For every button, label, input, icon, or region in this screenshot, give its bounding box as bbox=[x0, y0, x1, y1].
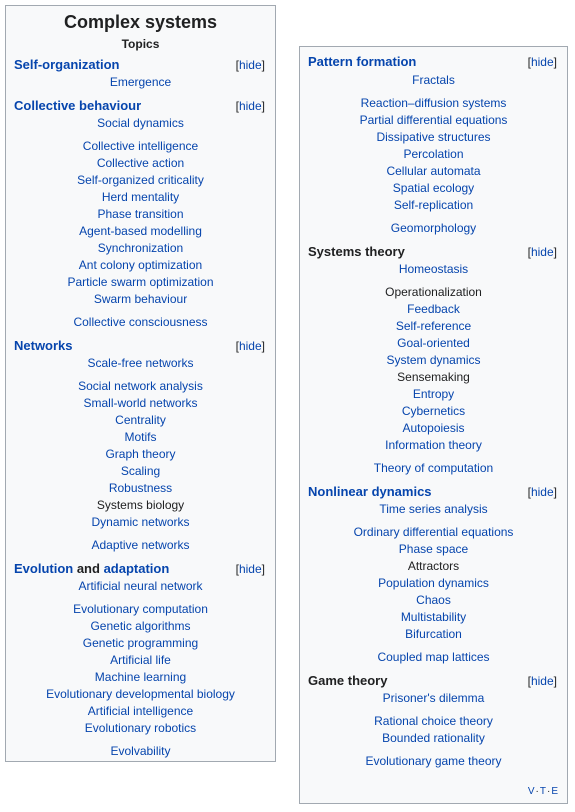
edit-template-link[interactable]: E bbox=[551, 786, 559, 797]
list-item[interactable]: Information theory bbox=[385, 438, 482, 452]
list-item[interactable]: Entropy bbox=[412, 387, 455, 401]
hide-toggle-pattern-formation[interactable]: [hide] bbox=[527, 55, 557, 69]
list-item[interactable]: Feedback bbox=[407, 302, 460, 316]
list-item[interactable]: Agent-based modelling bbox=[79, 224, 202, 238]
list-item[interactable]: Scale-free networks bbox=[87, 356, 194, 370]
list-item[interactable]: Dynamic networks bbox=[91, 515, 190, 529]
list-item[interactable]: Homeostasis bbox=[398, 262, 469, 276]
hide-toggle-evolution[interactable]: [hide] bbox=[235, 562, 265, 576]
section-heading-nonlinear-dynamics[interactable]: Nonlinear dynamics bbox=[308, 484, 432, 499]
list-item[interactable]: Self-organized criticality bbox=[77, 173, 204, 187]
hide-toggle-networks[interactable]: [hide] bbox=[235, 339, 265, 353]
section-heading-evolution-and-adaptation[interactable]: Evolution and adaptation bbox=[14, 561, 170, 576]
list-item[interactable]: Centrality bbox=[115, 413, 166, 427]
list-item[interactable]: Operationalization bbox=[385, 285, 482, 299]
list-item[interactable]: Synchronization bbox=[97, 241, 184, 255]
list-item[interactable]: Herd mentality bbox=[101, 190, 180, 204]
list-item[interactable]: Evolutionary computation bbox=[73, 602, 208, 616]
section-heading-self-organization[interactable]: Self-organization bbox=[14, 57, 120, 72]
list-item[interactable]: Time series analysis bbox=[379, 502, 488, 516]
section-heading-game-theory[interactable]: Game theory bbox=[308, 673, 388, 688]
list-item[interactable]: Cellular automata bbox=[386, 164, 481, 178]
list-item[interactable]: Graph theory bbox=[105, 447, 176, 461]
section-heading-systems-theory[interactable]: Systems theory bbox=[308, 244, 405, 259]
list-item[interactable]: Social network analysis bbox=[78, 379, 203, 393]
list-item[interactable]: Artificial neural network bbox=[78, 579, 203, 593]
section-heading-networks[interactable]: Networks bbox=[14, 338, 73, 353]
navbox-left-column bbox=[5, 5, 276, 762]
list-item[interactable]: Population dynamics bbox=[378, 576, 489, 590]
list-item[interactable]: Machine learning bbox=[94, 670, 187, 684]
list-item[interactable]: Dissipative structures bbox=[376, 130, 491, 144]
list-item[interactable]: Genetic programming bbox=[82, 636, 199, 650]
hide-toggle-game-theory[interactable]: [hide] bbox=[527, 674, 557, 688]
hide-toggle-nonlinear-dynamics[interactable]: [hide] bbox=[527, 485, 557, 499]
list-item[interactable]: Systems biology bbox=[96, 498, 185, 512]
talk-template-link[interactable]: T bbox=[539, 786, 547, 797]
hide-toggle-self-organization[interactable]: [hide] bbox=[235, 58, 265, 72]
list-item[interactable]: Spatial ecology bbox=[392, 181, 475, 195]
list-item[interactable]: Emergence bbox=[109, 75, 172, 89]
list-item[interactable]: Bifurcation bbox=[405, 627, 462, 641]
navbox-subtitle: Topics bbox=[121, 37, 160, 51]
list-item[interactable]: Reaction–diffusion systems bbox=[360, 96, 507, 110]
list-item[interactable]: Ordinary differential equations bbox=[353, 525, 514, 539]
list-item[interactable]: Evolutionary robotics bbox=[84, 721, 197, 735]
list-item[interactable]: Self-reference bbox=[395, 319, 472, 333]
list-item[interactable]: Small-world networks bbox=[83, 396, 198, 410]
list-item[interactable]: Fractals bbox=[412, 73, 455, 87]
list-item[interactable]: Bounded rationality bbox=[382, 731, 485, 745]
section-heading-collective-behaviour[interactable]: Collective behaviour bbox=[14, 98, 142, 113]
list-item[interactable]: Rational choice theory bbox=[374, 714, 493, 728]
list-item[interactable]: Collective consciousness bbox=[73, 315, 208, 329]
list-item[interactable]: Cybernetics bbox=[401, 404, 466, 418]
list-item[interactable]: Prisoner's dilemma bbox=[382, 691, 485, 705]
list-item[interactable]: Motifs bbox=[124, 430, 157, 444]
navbox-right-column bbox=[299, 46, 568, 804]
list-item[interactable]: Swarm behaviour bbox=[93, 292, 188, 306]
list-item[interactable]: Artificial life bbox=[110, 653, 171, 667]
list-item[interactable]: System dynamics bbox=[386, 353, 481, 367]
list-item[interactable]: Chaos bbox=[416, 593, 451, 607]
list-item[interactable]: Sensemaking bbox=[397, 370, 470, 384]
list-item[interactable]: Collective intelligence bbox=[82, 139, 199, 153]
list-item[interactable]: Artificial intelligence bbox=[87, 704, 194, 718]
navbox-title: Complex systems bbox=[63, 12, 218, 32]
list-item[interactable]: Scaling bbox=[120, 464, 161, 478]
list-item[interactable]: Collective action bbox=[96, 156, 185, 170]
list-item[interactable]: Attractors bbox=[407, 559, 460, 573]
hide-toggle-collective-behaviour[interactable]: [hide] bbox=[235, 99, 265, 113]
list-item[interactable]: Partial differential equations bbox=[359, 113, 508, 127]
vte-links: V·T·E bbox=[527, 786, 559, 797]
list-item[interactable]: Phase space bbox=[398, 542, 469, 556]
list-item[interactable]: Social dynamics bbox=[97, 116, 184, 130]
list-item[interactable]: Ant colony optimization bbox=[78, 258, 203, 272]
section-heading-pattern-formation[interactable]: Pattern formation bbox=[308, 54, 417, 69]
list-item[interactable]: Particle swarm optimization bbox=[67, 275, 214, 289]
list-item[interactable]: Phase transition bbox=[97, 207, 184, 221]
view-template-link[interactable]: V bbox=[527, 786, 536, 797]
list-item[interactable]: Geomorphology bbox=[390, 221, 477, 235]
list-item[interactable]: Percolation bbox=[403, 147, 464, 161]
list-item[interactable]: Multistability bbox=[400, 610, 467, 624]
list-item[interactable]: Evolutionary developmental biology bbox=[46, 687, 235, 701]
list-item[interactable]: Robustness bbox=[108, 481, 173, 495]
list-item[interactable]: Theory of computation bbox=[373, 461, 494, 475]
list-item[interactable]: Coupled map lattices bbox=[377, 650, 490, 664]
list-item[interactable]: Adaptive networks bbox=[91, 538, 190, 552]
list-item[interactable]: Autopoiesis bbox=[402, 421, 465, 435]
list-item[interactable]: Evolutionary game theory bbox=[365, 754, 502, 768]
hide-toggle-systems-theory[interactable]: [hide] bbox=[527, 245, 557, 259]
list-item[interactable]: Genetic algorithms bbox=[90, 619, 191, 633]
list-item[interactable]: Evolvability bbox=[110, 744, 171, 758]
list-item[interactable]: Goal-oriented bbox=[397, 336, 470, 350]
list-item[interactable]: Self-replication bbox=[393, 198, 474, 212]
